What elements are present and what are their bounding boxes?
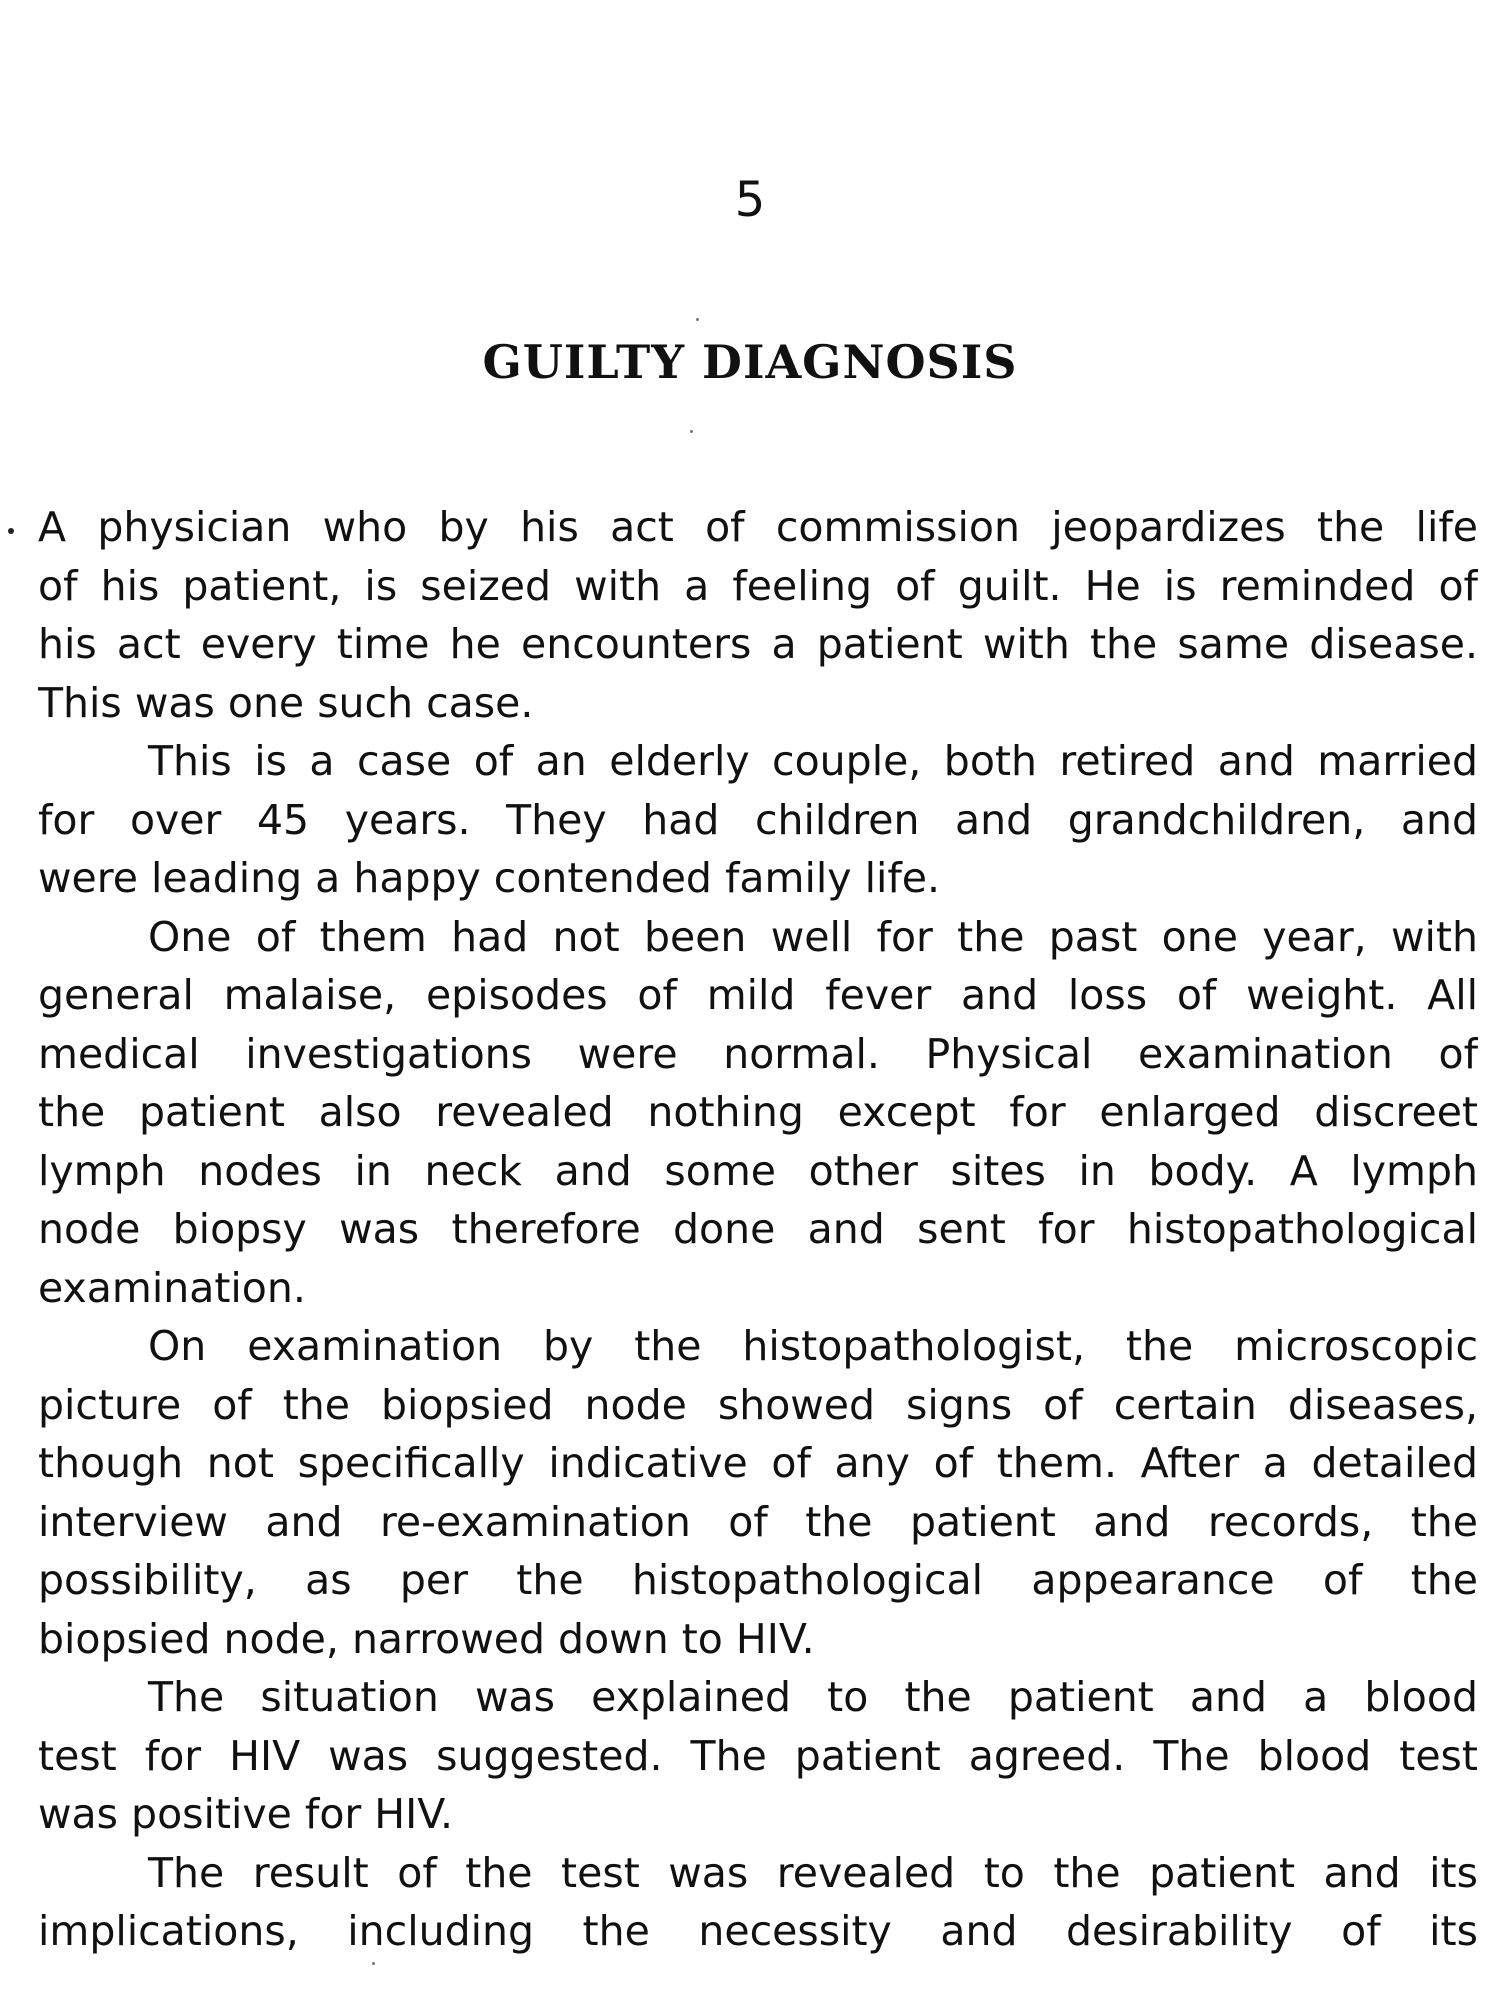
paragraph xyxy=(38,1317,1478,1668)
text-line: This was one such case. xyxy=(38,678,534,727)
text-line: possibility, as per the histopathological appearance of the xyxy=(38,1556,1478,1604)
text-line: general malaise, episodes of mild fever and loss of weight. All xyxy=(38,971,1478,1019)
paragraph xyxy=(38,498,1478,732)
text-line: was positive for HIV. xyxy=(38,1790,454,1838)
text-line: This is a case of an elderly couple, both retired and married xyxy=(148,737,1478,785)
text-line: test for HIV was suggested. The patient agreed. The blood test xyxy=(38,1731,1478,1780)
text-line: implications, including the necessity and desirability of its xyxy=(38,1907,1478,1955)
chapter-title: GUILTY DIAGNOSIS xyxy=(482,335,1018,389)
print-speck xyxy=(372,1962,375,1965)
text-line: node biopsy was therefore done and sent for histopathological xyxy=(38,1205,1478,1253)
chapter-body xyxy=(38,498,1478,1961)
text-line: interview and re-examination of the patient and records, the xyxy=(38,1497,1478,1546)
chapter-number: 5 xyxy=(734,172,766,228)
paragraph xyxy=(38,908,1478,1318)
paragraph xyxy=(38,1668,1478,1844)
margin-mark xyxy=(8,528,14,534)
text-line: medical investigations were normal. Physical examination of xyxy=(38,1029,1478,1078)
text-line: for over 45 years. They had children and grandchildren, and xyxy=(38,795,1478,844)
text-line: lymph nodes in neck and some other sites in body. A lymph xyxy=(38,1146,1478,1195)
text-line: picture of the biopsied node showed signs of certain diseases, xyxy=(38,1380,1478,1429)
text-line: though not specifically indicative of any of them. After a detailed xyxy=(38,1439,1478,1487)
text-line: the patient also revealed nothing except for enlarged discreet xyxy=(38,1088,1478,1136)
print-speck xyxy=(696,318,699,321)
text-line: examination. xyxy=(38,1263,306,1312)
text-line: The result of the test was revealed to the patient and its xyxy=(148,1848,1478,1897)
paragraph xyxy=(38,732,1478,908)
text-line: The situation was explained to the patient and a blood xyxy=(148,1673,1478,1721)
text-line: of his patient, is seized with a feeling of guilt. He is reminded of xyxy=(38,561,1478,610)
text-line: One of them had not been well for the past one year, with xyxy=(148,912,1478,961)
paragraph xyxy=(38,1844,1478,1961)
text-line: On examination by the histopathologist, the microscopic xyxy=(148,1322,1478,1370)
print-speck xyxy=(690,430,693,433)
text-line: biopsied node, narrowed down to HIV. xyxy=(38,1614,815,1663)
text-line: his act every time he encounters a patient with the same disease. xyxy=(38,620,1478,668)
text-line: A physician who by his act of commission jeopardizes the life xyxy=(38,503,1478,551)
text-line: were leading a happy contended family life. xyxy=(38,854,941,902)
